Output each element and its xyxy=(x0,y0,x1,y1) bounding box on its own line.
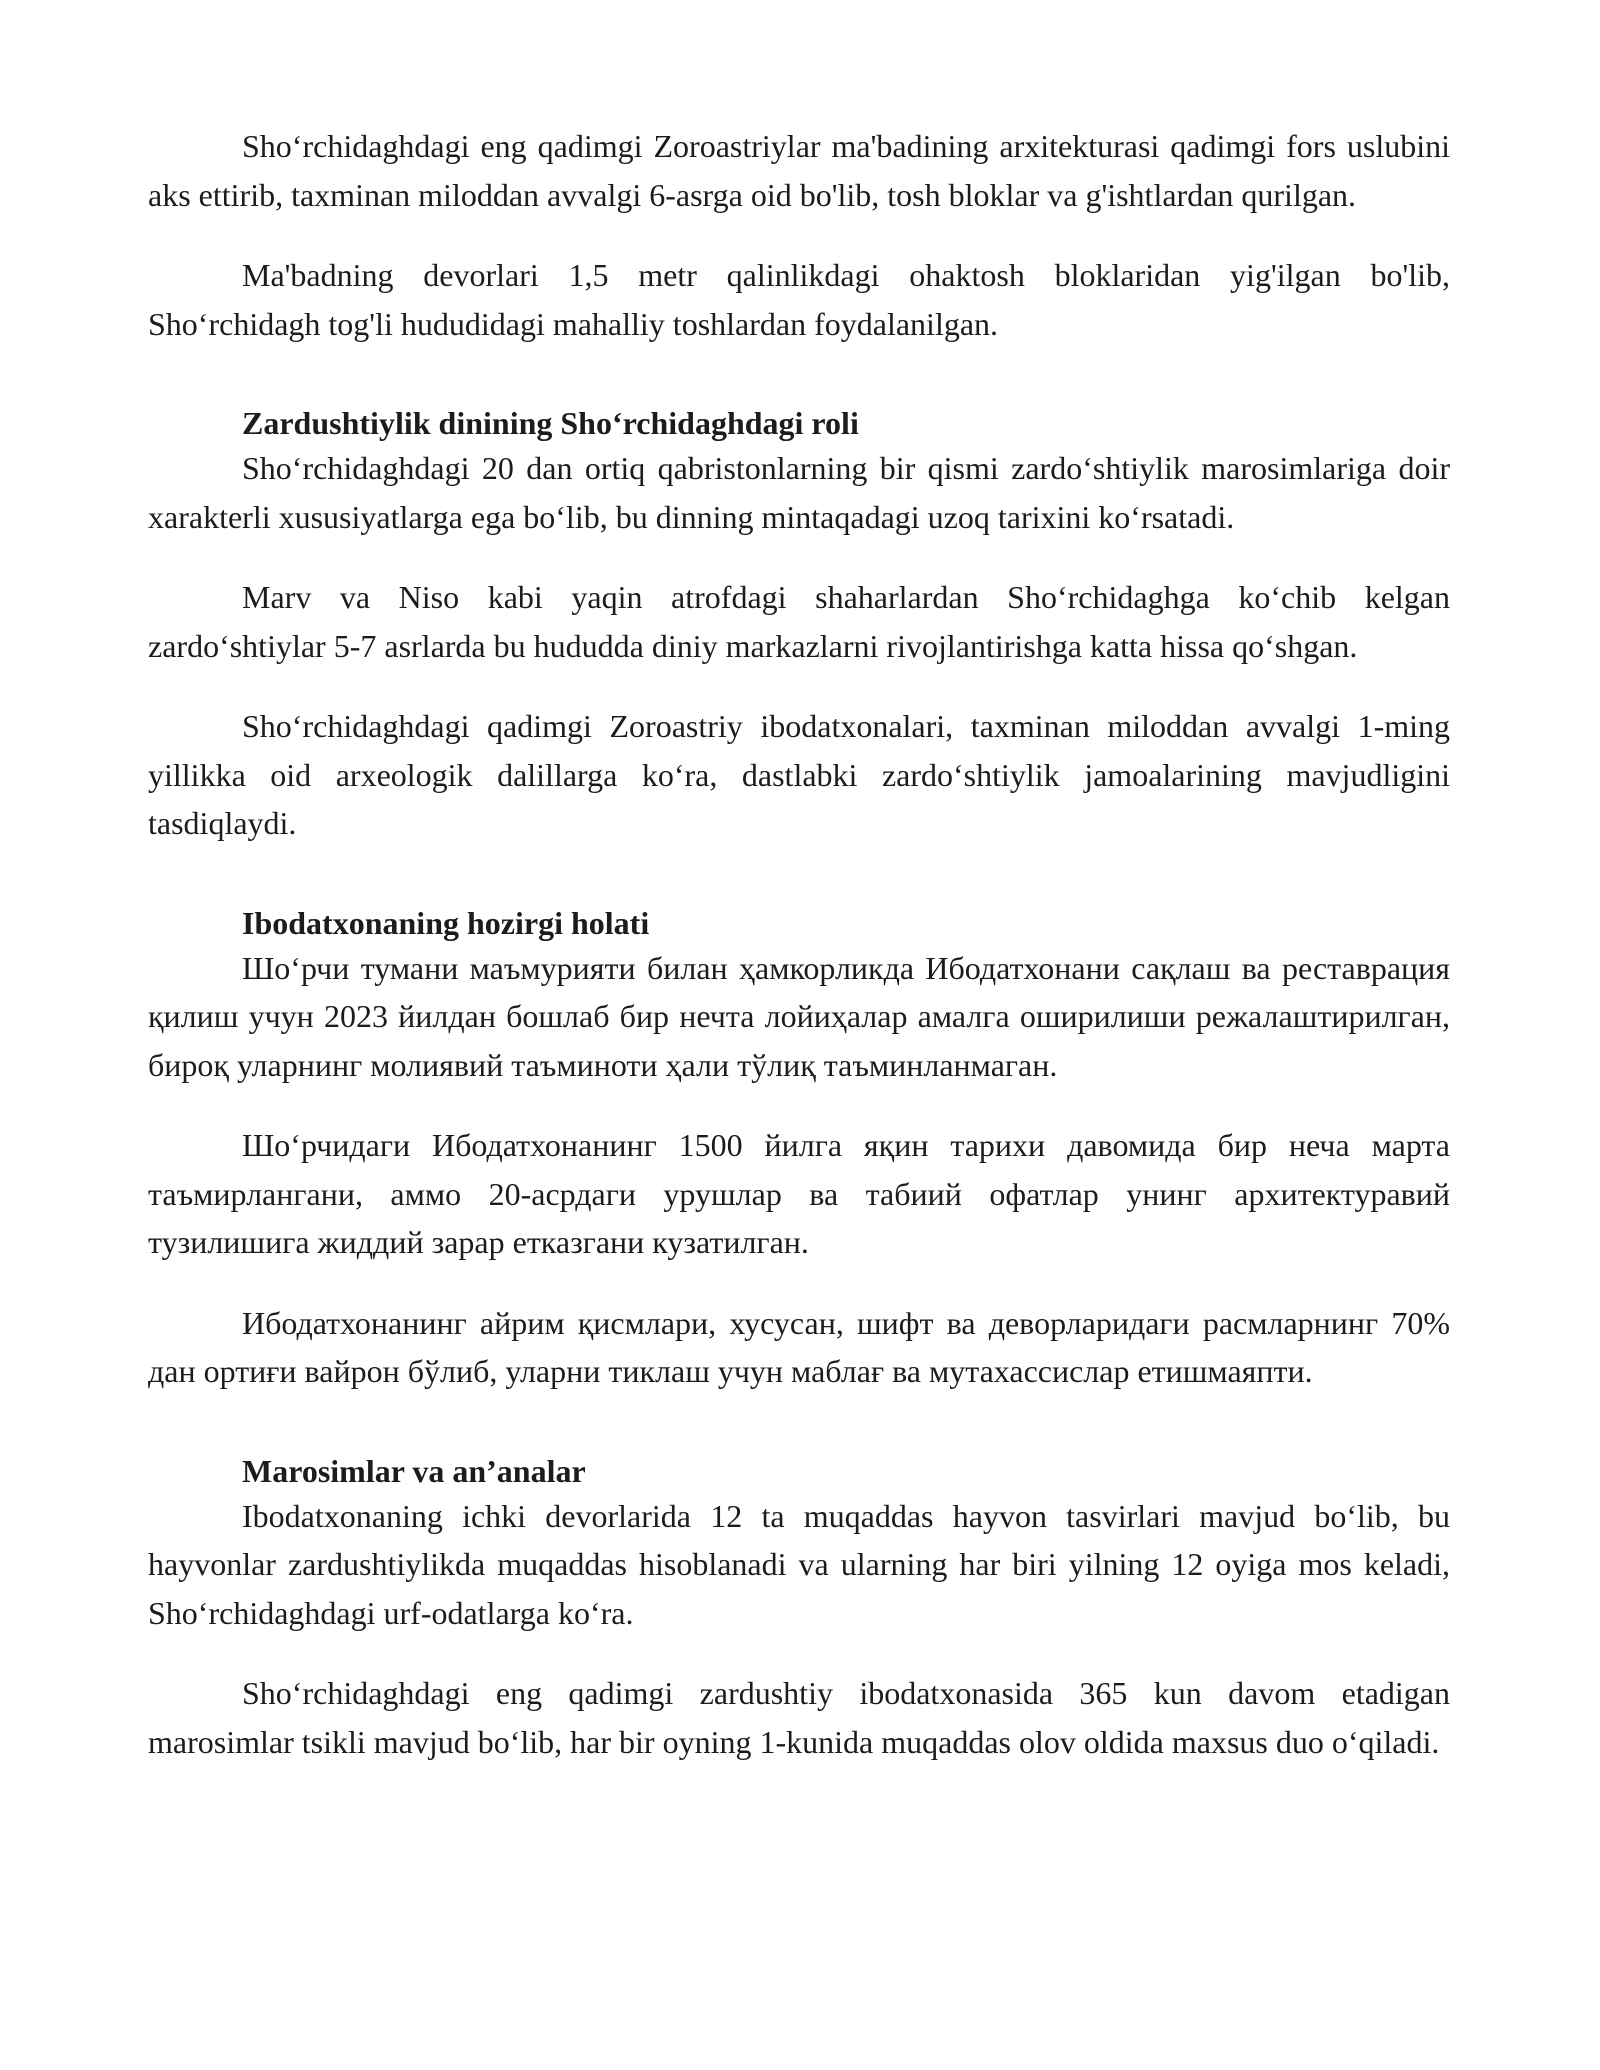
section-heading: Zardushtiylik dinining Sho‘rchidaghdagi roli xyxy=(242,405,859,441)
section-spacer xyxy=(148,348,1450,402)
paragraph: Ibodatxonaning ichki devorlarida 12 ta muqaddas hayvon tasvirlari mavjud bo‘lib, bu hayvonlar zardushtiylikda muqaddas hisoblanadi va ularning har biri yilning 12 oyiga mos keladi, Sho‘rchidaghdagi urf-odatlarga ko‘ra. xyxy=(148,1497,1450,1631)
paragraph: Шо‘рчи тумани маъмурияти билан ҳамкорликда Ибодатхонани сақлаш ва реставрация қилиш учун 2023 йилдан бошлаб бир нечта лойиҳалар амалга оширилиши режалаштирилган, бироқ уларнинг молиявий таъминоти ҳали тўлиқ таъминланмаган. xyxy=(148,949,1450,1083)
paragraph: Marv va Niso kabi yaqin atrofdagi shaharlardan Sho‘rchidaghga ko‘chib kelgan zardo‘shtiylar 5-7 asrlarda bu hududda diniy markazlarni rivojlantirishga katta hissa qo‘shgan. xyxy=(148,579,1450,664)
document-page xyxy=(148,122,1450,1766)
section-spacer xyxy=(148,848,1450,902)
section-heading: Ibodatxonaning hozirgi holati xyxy=(242,904,650,941)
paragraph-spacer xyxy=(148,1089,1450,1121)
paragraph: Sho‘rchidaghdagi 20 dan ortiq qabristonlarning bir qismi zardo‘shtiylik marosimlariga doir xarakterli xususiyatlarga ega bo‘lib, bu dinning mintaqadagi uzoq tarixini ko‘rsatadi. xyxy=(148,450,1450,535)
paragraph: Ma'badning devorlari 1,5 metr qalinlikdagi ohaktosh bloklaridan yig'ilgan bo'lib, Sho‘rchidagh tog'li hududidagi mahalliy toshlardan foydalanilgan. xyxy=(148,257,1450,342)
paragraph-spacer xyxy=(148,541,1450,573)
section-heading: Marosimlar va an’analar xyxy=(242,1452,586,1489)
paragraph: Шо‘рчидаги Ибодатхонанинг 1500 йилга яқин тарихи давомида бир неча марта таъмирлангани, аммо 20-асрдаги урушлар ва табиий офатлар унинг архитектуравий тузилишига жиддий зарар етказгани кузатилган. xyxy=(148,1127,1450,1260)
paragraph: Sho‘rchidaghdagi eng qadimgi Zoroastriylar ma'badining arxitekturasi qadimgi fors uslubini aks ettirib, taxminan miloddan avvalgi 6-asrga oid bo'lib, tosh bloklar va g'ishtlardan qurilgan. xyxy=(148,128,1450,213)
paragraph: Sho‘rchidaghdagi eng qadimgi zardushtiy ibodatxonasida 365 kun davom etadigan marosimlar tsikli mavjud bo‘lib, har bir oyning 1-kunida muqaddas olov oldida maxsus duo o‘qiladi. xyxy=(148,1675,1450,1760)
paragraph-spacer xyxy=(148,670,1450,702)
paragraph: Sho‘rchidaghdagi qadimgi Zoroastriy ibodatxonalari, taxminan miloddan avvalgi 1-ming yillikka oid arxeologik dalillarga ko‘ra, dastlabki zardo‘shtiylik jamoalarining mavjudligini tasdiqlaydi. xyxy=(148,708,1450,841)
paragraph-spacer xyxy=(148,219,1450,251)
paragraph: Ибодатхонанинг айрим қисмлари, хусусан, шифт ва деворларидаги расмларнинг 70% дан ортиғи вайрон бўлиб, уларни тиклаш учун маблағ ва мутахассислар етишмаяпти. xyxy=(148,1304,1450,1389)
paragraph-spacer xyxy=(148,1267,1450,1299)
paragraph-spacer xyxy=(148,1637,1450,1669)
section-spacer xyxy=(148,1396,1450,1450)
